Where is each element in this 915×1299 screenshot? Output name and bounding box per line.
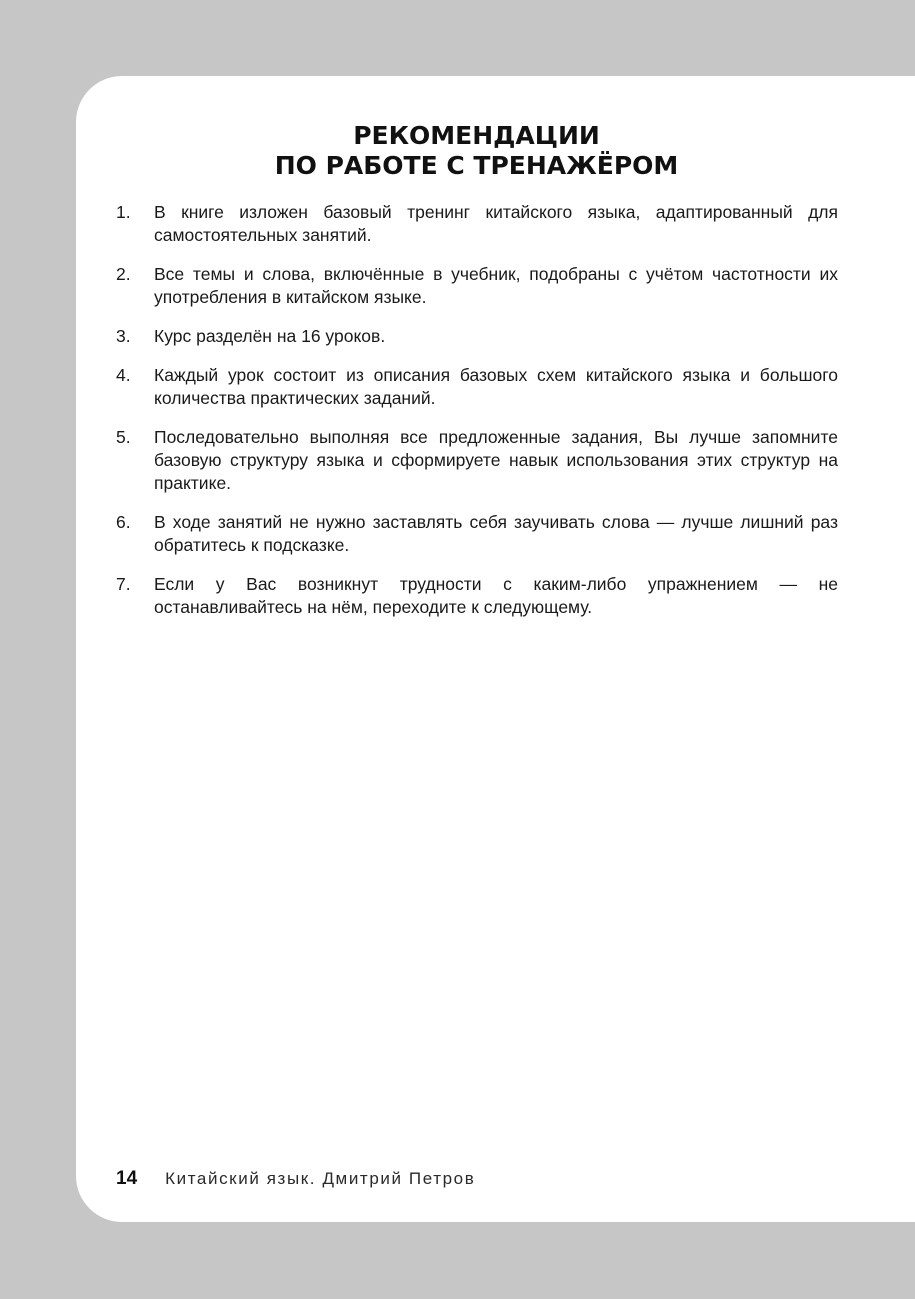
list-item xyxy=(116,364,838,410)
list-item xyxy=(116,263,838,309)
book-page xyxy=(76,76,915,1222)
title-line-1: РЕКОМЕНДАЦИИ xyxy=(353,121,600,150)
item-number: 1. xyxy=(116,202,131,222)
running-title: Китайский язык. Дмитрий Петров xyxy=(165,1169,476,1188)
item-number: 2. xyxy=(116,264,131,284)
page-title xyxy=(76,121,877,181)
recommendations-list xyxy=(116,201,838,635)
page-footer xyxy=(116,1168,475,1190)
list-item xyxy=(116,325,838,348)
item-number: 3. xyxy=(116,326,131,346)
list-item xyxy=(116,511,838,557)
list-item xyxy=(116,426,838,495)
item-text: Все темы и слова, включённые в учебник, подобраны с учётом частотности их употребления в китайском языке. xyxy=(154,264,838,307)
title-line-2: ПО РАБОТЕ С ТРЕНАЖЁРОМ xyxy=(274,151,679,180)
item-number: 5. xyxy=(116,427,131,447)
item-number: 4. xyxy=(116,365,131,385)
item-text: Каждый урок состоит из описания базовых схем китайского языка и большого количества практических заданий. xyxy=(154,365,838,408)
list-item xyxy=(116,201,838,247)
item-number: 7. xyxy=(116,574,131,594)
item-text: В ходе занятий не нужно заставлять себя заучивать слова — лучше лишний раз обратитесь к подсказке. xyxy=(154,512,838,555)
item-text: Последовательно выполняя все предложенные задания, Вы лучше запомните базовую структуру языка и сформируете навык использования этих структур на практике. xyxy=(154,427,838,493)
item-text: В книге изложен базовый тренинг китайского языка, адаптированный для самостоятельных занятий. xyxy=(154,202,838,245)
item-text: Если у Вас возникнут трудности с каким-либо упражнением — не останавливайтесь на нём, переходите к следующему. xyxy=(154,574,838,617)
page-number: 14 xyxy=(116,1168,138,1189)
item-text: Курс разделён на 16 уроков. xyxy=(154,326,386,346)
list-item xyxy=(116,573,838,619)
item-number: 6. xyxy=(116,512,131,532)
